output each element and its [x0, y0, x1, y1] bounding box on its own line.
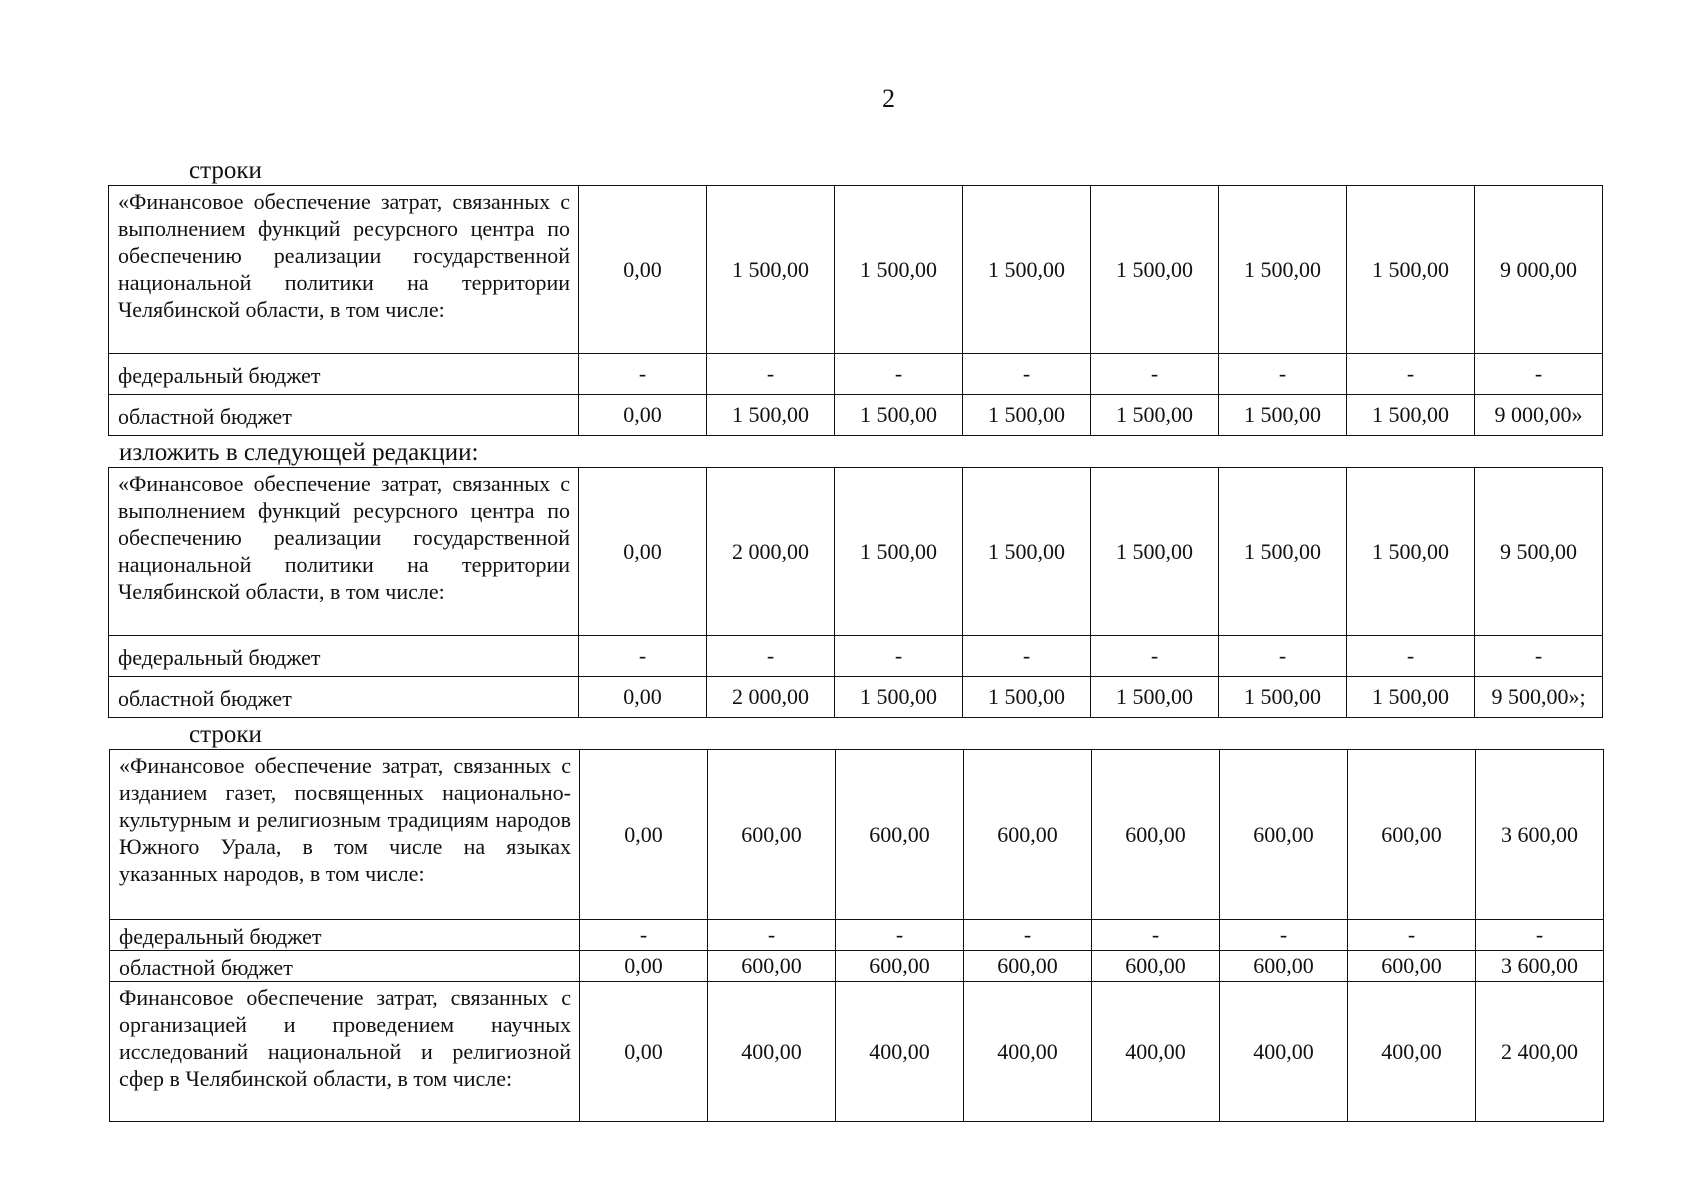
value-cell: 400,00: [708, 982, 836, 1122]
regional-budget-row: [109, 677, 1603, 718]
value-cell: 0,00: [580, 750, 708, 920]
value-cell: -: [1348, 920, 1476, 951]
row-label: «Финансовое обеспечение затрат, связанных с выполнением функций ресурсного центра по обеспечению реализации государственной национальной политики на территории Челябинской области, в том числе:: [109, 468, 579, 636]
value-cell: 9 500,00»;: [1475, 677, 1603, 718]
value-cell: 1 500,00: [1219, 468, 1347, 636]
value-cell: 600,00: [1348, 750, 1476, 920]
value-cell: -: [1476, 920, 1604, 951]
regional-budget-row: [109, 395, 1603, 436]
value-cell: 9 000,00»: [1475, 395, 1603, 436]
value-cell: 400,00: [1092, 982, 1220, 1122]
value-cell: -: [835, 354, 963, 395]
value-cell: 600,00: [1220, 750, 1348, 920]
value-cell: 1 500,00: [963, 395, 1091, 436]
row-label: «Финансовое обеспечение затрат, связанных с изданием газет, посвященных национально-культурным и религиозным традициям народов Южного Урала, в том числе на языках указанных народов, в том числе:: [110, 750, 580, 920]
value-cell: 600,00: [708, 750, 836, 920]
value-cell: 400,00: [1348, 982, 1476, 1122]
value-cell: -: [1092, 920, 1220, 951]
value-cell: 1 500,00: [835, 677, 963, 718]
value-cell: -: [1347, 636, 1475, 677]
value-cell: 1 500,00: [1091, 395, 1219, 436]
budget-table-original: [108, 185, 1603, 436]
value-cell: -: [963, 354, 1091, 395]
row-label: областной бюджет: [110, 951, 580, 982]
value-cell: -: [963, 636, 1091, 677]
row-label: Финансовое обеспечение затрат, связанных с организацией и проведением научных исследований национальной и религиозной сфер в Челябинской области, в том числе:: [110, 982, 580, 1122]
value-cell: 1 500,00: [707, 395, 835, 436]
value-cell: 1 500,00: [1091, 468, 1219, 636]
value-cell: 400,00: [1220, 982, 1348, 1122]
value-cell: 400,00: [836, 982, 964, 1122]
value-cell: 1 500,00: [1091, 677, 1219, 718]
federal-budget-row: [110, 920, 1604, 951]
value-cell: 1 500,00: [963, 186, 1091, 354]
value-cell: 0,00: [580, 982, 708, 1122]
value-cell: 1 500,00: [835, 186, 963, 354]
value-cell: -: [1219, 636, 1347, 677]
value-cell: -: [964, 920, 1092, 951]
value-cell: 2 000,00: [707, 468, 835, 636]
value-cell: 600,00: [964, 750, 1092, 920]
main-row: [110, 750, 1604, 920]
value-cell: 1 500,00: [1347, 186, 1475, 354]
federal-budget-row: [109, 636, 1603, 677]
value-cell: -: [1091, 354, 1219, 395]
value-cell: 1 500,00: [1091, 186, 1219, 354]
value-cell: 0,00: [579, 186, 707, 354]
row-label: федеральный бюджет: [109, 354, 579, 395]
value-cell: -: [1475, 354, 1603, 395]
value-cell: 600,00: [1220, 951, 1348, 982]
budget-table-newspapers-research: [109, 749, 1604, 1122]
value-cell: 0,00: [579, 468, 707, 636]
value-cell: -: [835, 636, 963, 677]
value-cell: 0,00: [579, 677, 707, 718]
value-cell: 2 000,00: [707, 677, 835, 718]
caption-stroki-2: строки: [189, 721, 262, 748]
value-cell: -: [836, 920, 964, 951]
value-cell: 600,00: [1092, 951, 1220, 982]
row-label: областной бюджет: [109, 677, 579, 718]
value-cell: 1 500,00: [1219, 186, 1347, 354]
value-cell: 600,00: [1092, 750, 1220, 920]
value-cell: -: [580, 920, 708, 951]
value-cell: 1 500,00: [963, 468, 1091, 636]
value-cell: 2 400,00: [1476, 982, 1604, 1122]
value-cell: -: [708, 920, 836, 951]
value-cell: 1 500,00: [835, 468, 963, 636]
value-cell: 1 500,00: [1219, 677, 1347, 718]
caption-new-edition: изложить в следующей редакции:: [119, 439, 479, 466]
value-cell: -: [707, 636, 835, 677]
value-cell: 600,00: [836, 750, 964, 920]
value-cell: 600,00: [836, 951, 964, 982]
value-cell: 400,00: [964, 982, 1092, 1122]
row-label: федеральный бюджет: [109, 636, 579, 677]
row-label: областной бюджет: [109, 395, 579, 436]
value-cell: 1 500,00: [707, 186, 835, 354]
value-cell: 600,00: [1348, 951, 1476, 982]
value-cell: 1 500,00: [1347, 677, 1475, 718]
federal-budget-row: [109, 354, 1603, 395]
value-cell: -: [579, 354, 707, 395]
page-number: 2: [882, 84, 895, 113]
value-cell: 3 600,00: [1476, 750, 1604, 920]
value-cell: -: [707, 354, 835, 395]
value-cell: -: [579, 636, 707, 677]
value-cell: 1 500,00: [1219, 395, 1347, 436]
value-cell: 600,00: [708, 951, 836, 982]
value-cell: 9 000,00: [1475, 186, 1603, 354]
value-cell: 600,00: [964, 951, 1092, 982]
main-row: [109, 468, 1603, 636]
value-cell: -: [1220, 920, 1348, 951]
value-cell: 0,00: [579, 395, 707, 436]
value-cell: 1 500,00: [1347, 468, 1475, 636]
main-row: [109, 186, 1603, 354]
row-label: федеральный бюджет: [110, 920, 580, 951]
value-cell: 9 500,00: [1475, 468, 1603, 636]
value-cell: 1 500,00: [963, 677, 1091, 718]
value-cell: 1 500,00: [1347, 395, 1475, 436]
value-cell: 0,00: [580, 951, 708, 982]
value-cell: 1 500,00: [835, 395, 963, 436]
value-cell: -: [1219, 354, 1347, 395]
value-cell: -: [1091, 636, 1219, 677]
value-cell: -: [1347, 354, 1475, 395]
caption-stroki-1: строки: [189, 157, 262, 184]
value-cell: -: [1475, 636, 1603, 677]
value-cell: 3 600,00: [1476, 951, 1604, 982]
row-label: «Финансовое обеспечение затрат, связанных с выполнением функций ресурсного центра по обеспечению реализации государственной национальной политики на территории Челябинской области, в том числе:: [109, 186, 579, 354]
regional-budget-row: [110, 951, 1604, 982]
research-row: [110, 982, 1604, 1122]
budget-table-new-edition: [108, 467, 1603, 718]
